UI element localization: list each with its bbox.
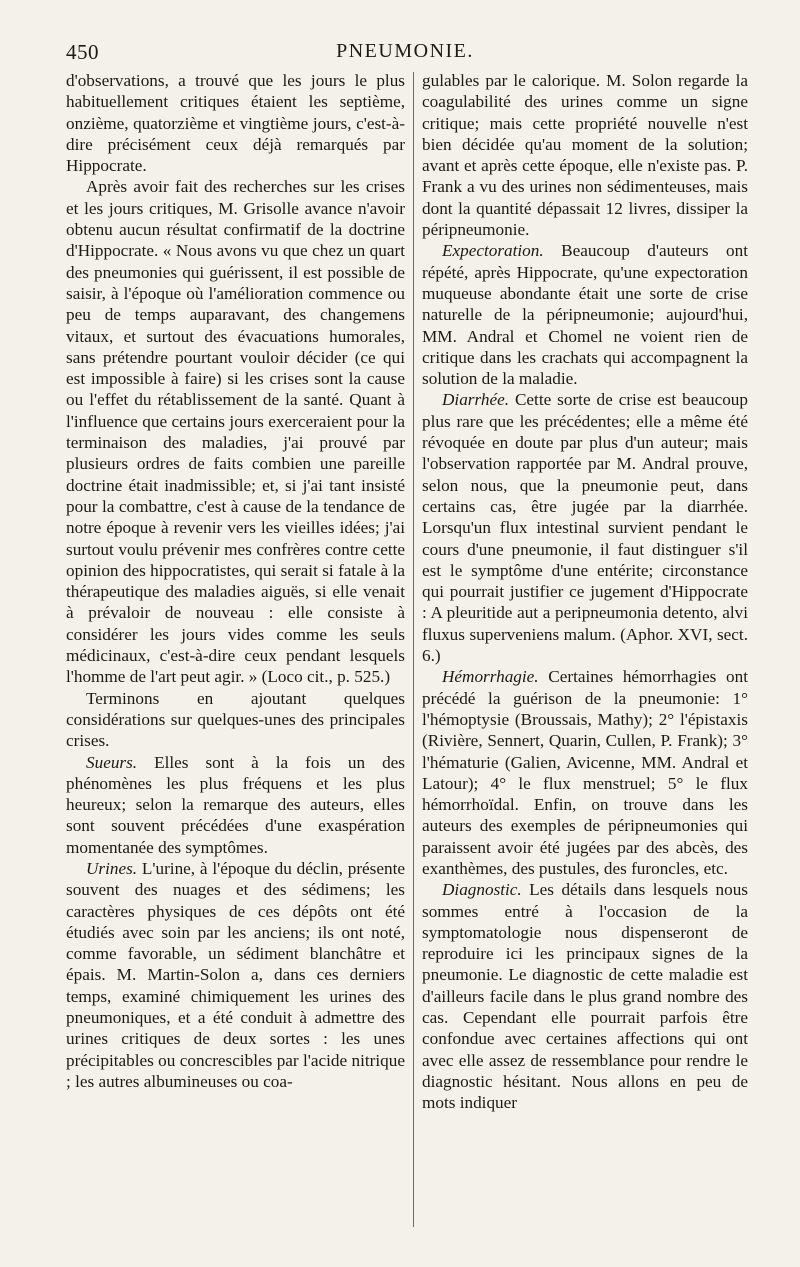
paragraph (422, 666, 748, 879)
paragraph (66, 858, 405, 1092)
column-divider (413, 72, 414, 1227)
left-column (66, 70, 405, 1092)
paragraph (422, 389, 748, 666)
section-lead: Urines. (86, 858, 138, 878)
paragraph-text: gulables par le calorique. M. Solon regarde la coagulabilité des urines comme un signe critique; mais cette propriété nouvelle n'est bien décidée qu'au moment de la solution; avant et après cette époque, elle n'existe pas. P. Frank a vu des urines non sédimenteuses, mais dont la quantité dépassait 12 livres, dissiper la péripneumonie. (422, 71, 748, 240)
running-title: PNEUMONIE. (336, 40, 474, 62)
paragraph (66, 70, 405, 176)
paragraph (66, 752, 405, 858)
paragraph (66, 688, 405, 752)
section-lead: Sueurs. (86, 752, 138, 772)
paragraph (66, 176, 405, 687)
right-column (422, 70, 748, 1114)
page-header (66, 40, 744, 70)
paragraph-text: d'observations, a trouvé que les jours le plus habituellement critiques étaient les septième, onzième, quatorzième et vingtième jours, c'est-à-dire précisément ceux déjà remarqués par Hippocrate. (66, 71, 405, 176)
paragraph-text: Terminons en ajoutant quelques considérations sur quelques-unes des principales crises. (66, 688, 405, 751)
paragraph-text: Beaucoup d'auteurs ont répété, après Hippocrate, qu'une expectoration muqueuse abondante était une sorte de crise naturelle de la péripneumonie; aujourd'hui, MM. Andral et Chomel ne voient rien de critique dans les crachats qui accompagnent la solution de la maladie. (422, 241, 748, 389)
paragraph-text: Elles sont à la fois un des phénomènes les plus fréquens et les plus heureux; selon la remarque des auteurs, elles sont souvent précédées d'une exaspération momentanée des symptômes. (66, 752, 405, 857)
paragraph (422, 240, 748, 389)
paragraph-text: Certaines hémorrhagies ont précédé la guérison de la pneumonie: 1° l'hémoptysie (Broussais, Mathy); 2° l'épistaxis (Rivière, Sennert, Quarin, Cullen, P. Frank); 3° l'hématurie (Galien, Avicenne, MM. Andral et Latour); 4° le flux menstruel; 5° le flux hémorrhoïdal. Enfin, on trouve dans les auteurs des exemples de péripneumonies qui paraissent avoir été jugées par des abcès, des exanthèmes, des pustules, des furoncles, etc. (422, 667, 748, 878)
section-lead: Diarrhée. (442, 390, 509, 410)
paragraph (422, 70, 748, 240)
section-lead: Expectoration. (442, 241, 544, 261)
paragraph-text: Après avoir fait des recherches sur les crises et les jours critiques, M. Grisolle avance n'avoir obtenu aucun résultat confirmatif de la doctrine d'Hippocrate. « Nous avons vu que chez un quart des pneumonies qui guérissent, il est possible de saisir, à l'époque où l'amélioration commence ou peu de temps auparavant, des changemens vitaux, et surtout des évacuations humorales, sans prétendre pourtant vouloir décider (ce qui est impossible à faire) si les crises sont la cause ou l'effet du rétablissement de la santé. Quant à l'influence que certains jours exerceraient pour la terminaison des maladies, j'ai prouvé par plusieurs ordres de faits combien une pareille doctrine était inadmissible; et, si j'ai tant insisté pour la combattre, c'est à cause de la tendance de notre époque à revenir vers les vieilles idées; j'ai surtout voulu prévenir mes confrères contre cette opinion des hippocratistes, qui serait si fatale à la thérapeutique des maladies aiguës, si elle venait à prévaloir de nouveau : elle consiste à considérer les jours vides comme les seuls médicinaux, c'est-à-dire ceux pendant lesquels l'homme de l'art peut agir. » (Loco cit., p. 525.) (66, 177, 405, 687)
page-number: 450 (66, 40, 99, 64)
section-lead: Diagnostic. (442, 880, 522, 900)
paragraph-text: Cette sorte de crise est beaucoup plus rare que les précédentes; elle a même été révoquée en doute par plus d'un auteur; mais l'observation rapportée par M. Andral prouve, selon nous, que la pneumonie peut, dans certains cas, être jugée par la diarrhée. Lorsqu'un flux intestinal survient pendant le cours d'une pneumonie, il faut distinguer s'il est le symptôme d'une entérite; circonstance qui pourrait justifier ce jugement d'Hippocrate : A pleuritide aut a peripneumonia detento, alvi fluxus superveniens malum. (Aphor. XVI, sect. 6.) (422, 390, 748, 666)
paragraph (422, 879, 748, 1113)
section-lead: Hémorrhagie. (442, 667, 539, 687)
paragraph-text: Les détails dans lesquels nous sommes entré à l'occasion de la symptomatologie nous dispenseront de reproduire ici les principaux signes de la pneumonie. Le diagnostic de cette maladie est d'ailleurs facile dans le plus grand nombre des cas. Cependant elle pourrait parfois être confondue avec certaines affections qui ont avec elle assez de ressemblance pour rendre le diagnostic hésitant. Nous allons en peu de mots indiquer (422, 880, 748, 1113)
paragraph-text: L'urine, à l'époque du déclin, présente souvent des nuages et des sédimens; les caractères physiques de ces dépôts ont été étudiés avec soin par les anciens; ils ont noté, comme favorable, un sédiment blanchâtre et épais. M. Martin-Solon a, dans ces derniers temps, examiné chimiquement les urines des pneumoniques, et a été conduit à admettre des urines critiques de deux sortes : les unes précipitables ou concrescibles par l'acide nitrique ; les autres albumineuses ou coa- (66, 858, 405, 1091)
